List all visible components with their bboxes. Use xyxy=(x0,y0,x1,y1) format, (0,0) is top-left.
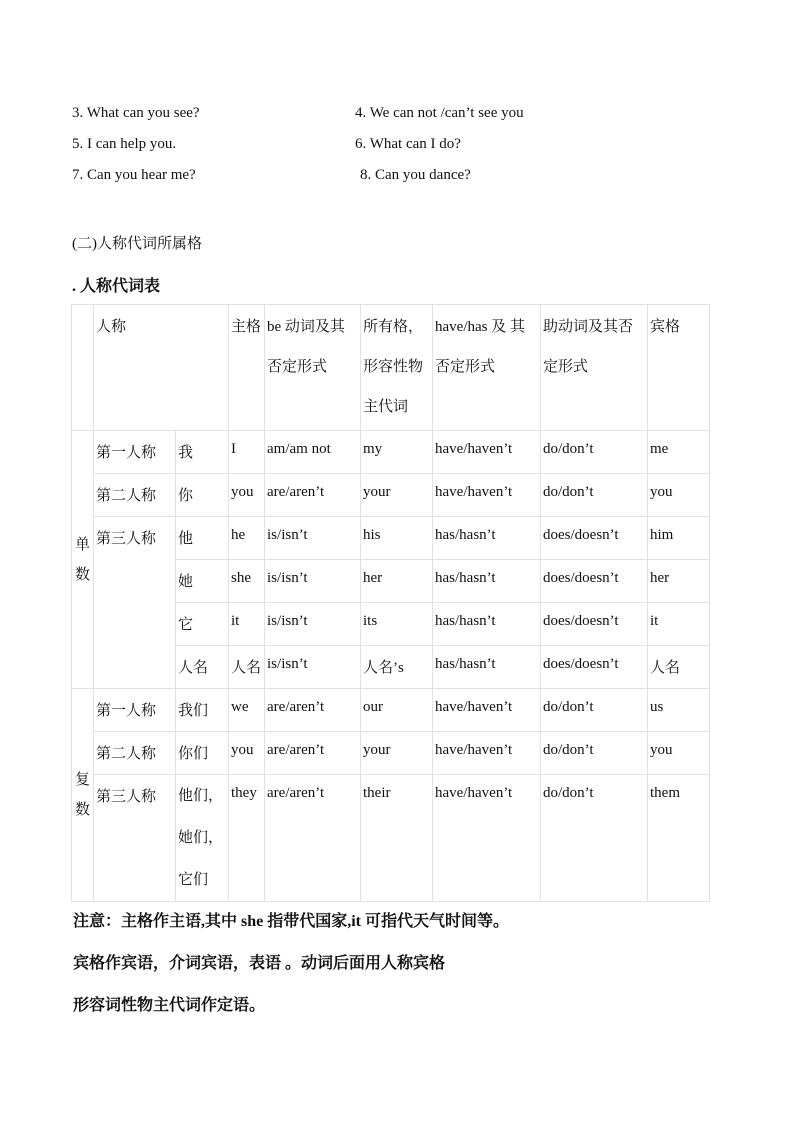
pronoun-cell: 它 xyxy=(176,603,229,646)
header-have-line1: have/has 及 其 xyxy=(435,319,525,335)
header-be-line1: be 动词及其 xyxy=(267,319,345,335)
table-row xyxy=(72,517,710,560)
subject-cell: she xyxy=(229,560,265,603)
possessive-cell: our xyxy=(361,689,433,732)
subject-cell: it xyxy=(229,603,265,646)
sentence-5: 5. I can help you. xyxy=(72,136,177,152)
pronoun-cell: 你们 xyxy=(176,732,229,775)
table-title: . 人称代词表 xyxy=(72,278,161,295)
note-possessive: 形容词性物主代词作定语。 xyxy=(73,997,266,1014)
person-cell: 第三人称 xyxy=(94,775,176,902)
possessive-cell: your xyxy=(361,732,433,775)
subject-cell: we xyxy=(229,689,265,732)
have-cell: has/hasn’t xyxy=(433,560,541,603)
subject-cell: 人名 xyxy=(229,646,265,689)
sentence-6: 6. What can I do? xyxy=(355,136,461,152)
be-cell: am/am not xyxy=(265,431,361,474)
have-cell: has/hasn’t xyxy=(433,603,541,646)
object-cell: you xyxy=(648,474,710,517)
header-be xyxy=(265,305,361,431)
pronoun-cell: 你 xyxy=(176,474,229,517)
aux-cell: does/doesn’t xyxy=(541,517,648,560)
be-cell: is/isn’t xyxy=(265,603,361,646)
header-aux-line1: 助动词及其否 xyxy=(543,319,634,335)
header-be-line2: 否定形式 xyxy=(267,359,328,375)
note-subject: 注意：主格作主语,其中 she 指带代国家,it 可指代天气时间等。 xyxy=(73,913,510,930)
header-aux-line2: 定形式 xyxy=(543,359,589,375)
pronoun-cell: 她 xyxy=(176,560,229,603)
aux-cell: does/doesn’t xyxy=(541,646,648,689)
sentence-7: 7. Can you hear me? xyxy=(72,167,196,183)
pronoun-line: 它们 xyxy=(178,872,209,888)
header-poss-line1: 所有格， xyxy=(363,319,424,335)
person-cell: 第二人称 xyxy=(94,732,176,775)
person-cell: 第一人称 xyxy=(94,431,176,474)
note-object: 宾格作宾语，介词宾语，表语 。动词后面用人称宾格 xyxy=(73,955,446,972)
sentence-3: 3. What can you see? xyxy=(72,105,200,121)
possessive-cell: my xyxy=(361,431,433,474)
possessive-cell: your xyxy=(361,474,433,517)
header-poss-line2: 形容性物 xyxy=(363,359,424,375)
have-cell: has/hasn’t xyxy=(433,517,541,560)
aux-cell: do/don’t xyxy=(541,474,648,517)
header-have xyxy=(433,305,541,431)
have-cell: have/haven’t xyxy=(433,474,541,517)
section-heading: (二)人称代词所属格 xyxy=(72,236,202,252)
possessive-cell: his xyxy=(361,517,433,560)
header-aux xyxy=(541,305,648,431)
person-cell: 第三人称 xyxy=(94,517,176,689)
possessive-cell: their xyxy=(361,775,433,902)
aux-cell: does/doesn’t xyxy=(541,560,648,603)
plural-label-char1: 复 xyxy=(74,772,90,788)
be-cell: is/isn’t xyxy=(265,646,361,689)
plural-label xyxy=(72,689,94,902)
pronoun-line: 他们， xyxy=(178,788,224,804)
object-cell: them xyxy=(648,775,710,902)
be-cell: are/aren’t xyxy=(265,732,361,775)
table-row xyxy=(72,689,710,732)
header-poss-line3: 主代词 xyxy=(363,399,409,415)
sentence-4: 4. We can not /can’t see you xyxy=(355,105,524,121)
header-have-line2: 否定形式 xyxy=(435,359,496,375)
aux-cell: do/don’t xyxy=(541,775,648,902)
aux-cell: do/don’t xyxy=(541,732,648,775)
have-cell: have/haven’t xyxy=(433,775,541,902)
plural-label-char2: 数 xyxy=(74,802,90,818)
possessive-cell: her xyxy=(361,560,433,603)
pronoun-cell: 我 xyxy=(176,431,229,474)
have-cell: has/hasn’t xyxy=(433,646,541,689)
have-cell: have/haven’t xyxy=(433,689,541,732)
subject-cell: you xyxy=(229,732,265,775)
table-row xyxy=(72,775,710,902)
object-cell: you xyxy=(648,732,710,775)
subject-cell: they xyxy=(229,775,265,902)
subject-cell: you xyxy=(229,474,265,517)
aux-cell: do/don’t xyxy=(541,689,648,732)
header-possessive xyxy=(361,305,433,431)
header-subject: 主格 xyxy=(229,305,265,431)
person-cell: 第二人称 xyxy=(94,474,176,517)
be-cell: are/aren’t xyxy=(265,775,361,902)
subject-cell: he xyxy=(229,517,265,560)
object-cell: her xyxy=(648,560,710,603)
header-person: 人称 xyxy=(94,305,229,431)
sentence-8: 8. Can you dance? xyxy=(360,167,471,183)
pronoun-table xyxy=(71,304,710,902)
be-cell: are/aren’t xyxy=(265,689,361,732)
subject-cell: I xyxy=(229,431,265,474)
object-cell: me xyxy=(648,431,710,474)
object-cell: him xyxy=(648,517,710,560)
be-cell: is/isn’t xyxy=(265,517,361,560)
pronoun-cell: 人名 xyxy=(176,646,229,689)
aux-cell: do/don’t xyxy=(541,431,648,474)
table-row xyxy=(72,732,710,775)
pronoun-cell: 我们 xyxy=(176,689,229,732)
pronoun-cell: 他 xyxy=(176,517,229,560)
be-cell: are/aren’t xyxy=(265,474,361,517)
pronoun-line: 她们， xyxy=(178,830,224,846)
person-cell: 第一人称 xyxy=(94,689,176,732)
header-object: 宾格 xyxy=(648,305,710,431)
singular-label xyxy=(72,431,94,689)
possessive-cell: 人名’s xyxy=(361,646,433,689)
table-header-row xyxy=(72,305,710,431)
table-row xyxy=(72,474,710,517)
object-cell: 人名 xyxy=(648,646,710,689)
pronoun-cell xyxy=(176,775,229,902)
header-blank xyxy=(72,305,94,431)
have-cell: have/haven’t xyxy=(433,732,541,775)
aux-cell: does/doesn’t xyxy=(541,603,648,646)
possessive-cell: its xyxy=(361,603,433,646)
table-row xyxy=(72,431,710,474)
singular-label-char2: 数 xyxy=(74,566,90,583)
object-cell: it xyxy=(648,603,710,646)
have-cell: have/haven’t xyxy=(433,431,541,474)
be-cell: is/isn’t xyxy=(265,560,361,603)
object-cell: us xyxy=(648,689,710,732)
singular-label-char1: 单 xyxy=(74,536,90,553)
